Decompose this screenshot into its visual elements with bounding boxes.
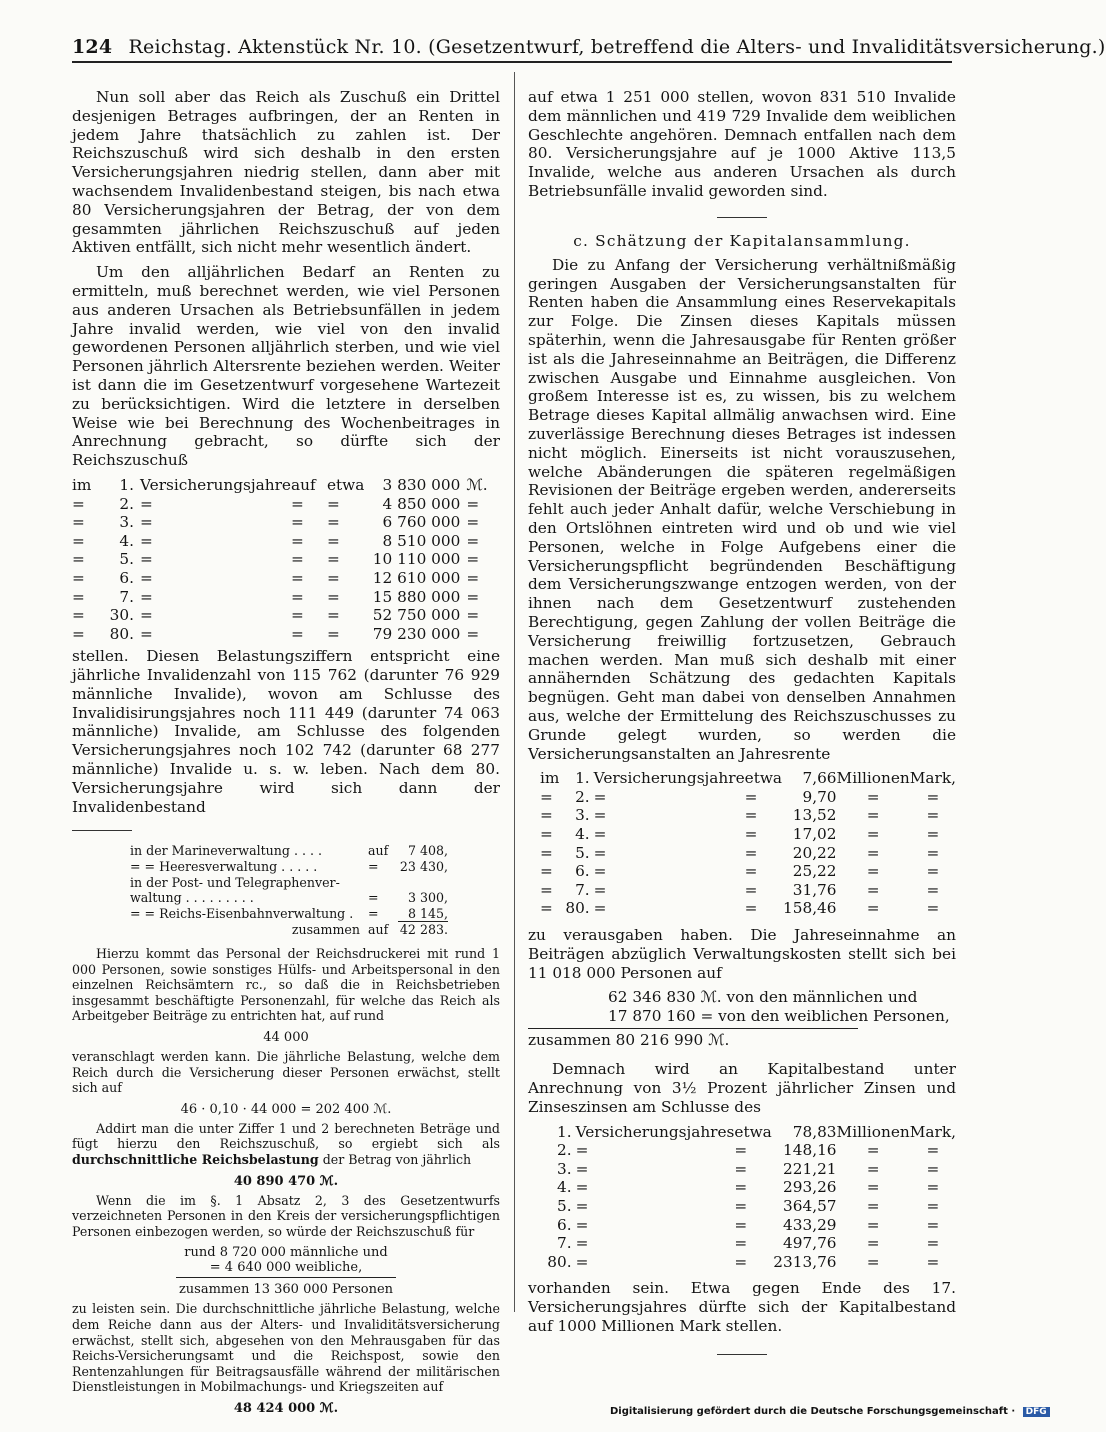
paragraph: auf etwa 1 251 000 stellen, wovon 831 510 Invalide dem männlichen und 419 729 Invalide dem weiblichen Geschlechte angehören. Demnach entfallen nach dem 80. Versicherungsjahre auf je 1000 Aktive 113,5 Invalide, welche aus anderen Ursachen als durch Betriebsunfälle invalid geworden sind. — [528, 88, 956, 200]
table-row — [130, 906, 448, 922]
table-cell: = — [575, 1141, 589, 1160]
einnahme-line: 62 346 830 ℳ. von den männlichen und — [608, 988, 918, 1007]
table-cell: = — [72, 606, 85, 625]
table-cell: = — [866, 880, 880, 899]
table-cell: in der Post- und Telegraphenver- — [130, 874, 340, 890]
table-cell: = — [540, 825, 553, 844]
footnote-paragraph — [72, 1121, 500, 1168]
table-cell: = — [744, 862, 758, 881]
table-cell: = — [575, 1215, 589, 1234]
table-cell: 8 145, — [398, 906, 448, 922]
table-cell: = — [140, 531, 153, 550]
table-cell: = — [866, 862, 880, 881]
footnote-paragraph: veranschlagt werden kann. Die jährliche Belastung, welche dem Reich durch die Versicherung dieser Personen erwächst, stellt sich auf — [72, 1048, 500, 1096]
table-cell: = — [734, 1159, 748, 1178]
table-cell: = — [866, 825, 880, 844]
table-cell: = — [575, 1197, 589, 1215]
table-cell: = = Reichs-Eisenbahnverwaltung . — [130, 906, 354, 922]
table-row — [130, 843, 448, 859]
table-cell: 52 750 000 — [372, 606, 461, 625]
table-cell: 30. — [109, 606, 134, 625]
table-cell: 3 300, — [407, 890, 448, 906]
table-cell: 3. — [575, 806, 590, 825]
table-cell: = — [290, 606, 304, 625]
table-row — [72, 476, 488, 495]
table-cell: etwa — [734, 1122, 772, 1141]
table-cell: = — [326, 624, 340, 643]
table-cell: 7. — [556, 1234, 572, 1253]
final-belastung-value: 48 424 000 ℳ. — [233, 1400, 339, 1416]
einnahme-lines — [608, 988, 956, 1026]
table-cell: 497,76 — [783, 1234, 837, 1253]
table-cell: = — [926, 899, 940, 918]
persons-sum: zusammen 13 360 000 Personen — [178, 1282, 394, 1298]
table-cell: 1. — [119, 475, 134, 494]
table-cell: = — [866, 787, 880, 806]
table-cell: = — [926, 843, 940, 862]
page-number: 124 — [72, 36, 113, 58]
table-cell: = — [72, 568, 85, 587]
table-cell: = — [326, 513, 340, 532]
table-cell: = — [575, 1159, 589, 1178]
einnahme-line: 17 870 160 = von den weiblichen Personen, — [608, 1007, 950, 1026]
paragraph: Um den alljährlichen Bedarf an Renten zu ermitteln, muß berechnet werden, wie viel Personen aus anderen Ursachen als Betriebsunfällen in jedem Jahre invalid werden, wie viel von den invalid gewordenen Personen alljährlich sterben, und wie viel Personen jährlich Altersrente beziehen werden. Weiter ist dann die im Gesetzentwurf vorgesehene Wartezeit zu berücksichtigen. Wird die letztere in derselben Weise wie bei Berechnung des Wochenbeitrages in Anrechnung gebracht, so dürfte sich der Reichszuschuß — [72, 263, 500, 470]
table-cell: 293,26 — [783, 1178, 837, 1197]
table-cell: 78,83 — [792, 1122, 837, 1141]
table-cell: = — [866, 1141, 880, 1160]
table-row — [130, 875, 448, 891]
table-cell: Millionen — [836, 769, 910, 788]
table-cell: 80. — [565, 899, 590, 918]
table-cell: = — [734, 1252, 748, 1271]
paragraph: Die zu Anfang der Versicherung verhältnißmäßig geringen Ausgaben der Versicherungsanstalten für Renten haben die Ansammlung eines Reservekapitals zur Folge. Die Zinsen dieses Kapitals müssen späterhin, wenn die Jahresausgabe für Renten größer ist als die Jahreseinnahme an Beiträgen, die Differenz zwischen Ausgabe und Einnahme ausgleichen. Von großem Interesse ist es, zu wissen, bis zu welchem Betrage dieses Kapital allmälig anwachsen wird. Eine zuverlässige Berechnung dieses Betrages ist indessen nicht möglich. Einerseits ist nicht vorauszusehen, welche Abänderungen die späteren regelmäßigen Revisionen der Beiträge ergeben werden, andererseits fehlt auch jeder Anhalt dafür, welche Verschiebung in den Ortslöhnen eintreten wird und ob und wie viel Personen, welche in Folge Aufgebens einer die Versicherungspflicht begründenden Beschäftigung dem Versicherungszwange entzogen werden, von der ihnen nach dem Gesetzentwurf zustehenden Berechtigung, gegen Zahlung der vollen Beiträge die Versicherung freiwillig fortzusetzen, Gebrauch machen werden. Man muß sich deshalb mit einer annähernden Schätzung des gedachten Kapitals begnügen. Geht man dabei von denselben Annahmen aus, welche der Ermittelung des Reichszuschusses zu Grunde gelegt wurden, so werden die Versicherungsanstalten an Jahresrente — [528, 255, 956, 763]
table-cell: = — [326, 550, 340, 569]
table-cell: 2. — [119, 494, 134, 513]
table-cell: im — [540, 769, 560, 788]
header-title: Reichstag. Aktenstück Nr. 10. (Gesetzentwurf, betreffend die Alters- und Invaliditätsversicherung.) — [128, 36, 1106, 58]
table-cell: 4 850 000 — [382, 494, 461, 513]
table-cell: 3 830 000 — [382, 475, 461, 494]
table-cell: 31,76 — [792, 880, 837, 899]
table-cell: = = Heeresverwaltung . . . . . — [130, 859, 318, 875]
table-cell: 20,22 — [792, 843, 837, 862]
table-cell: = — [866, 843, 880, 862]
table-cell: = — [466, 624, 480, 643]
table-cell: 2. — [556, 1141, 572, 1160]
table-cell: auf — [290, 475, 316, 494]
table-cell: 23 430, — [399, 859, 448, 875]
table-row — [72, 625, 488, 644]
table-cell: 79 230 000 — [372, 624, 461, 643]
table-cell: = — [744, 806, 758, 825]
table-cell: = — [734, 1197, 748, 1215]
table-cell: = — [466, 550, 480, 569]
table-cell: = — [326, 568, 340, 587]
table-cell: Versicherungsjahre — [140, 475, 291, 494]
table-cell: 6 760 000 — [382, 513, 461, 532]
table-row — [528, 1123, 956, 1142]
table-row — [130, 859, 448, 875]
table-cell: 13,52 — [792, 806, 837, 825]
table-cell: = — [575, 1178, 589, 1197]
table-cell: 1. — [575, 769, 590, 788]
table-cell: in der Marineverwaltung . . . . — [130, 843, 322, 859]
table-row — [540, 899, 956, 918]
table-cell: = — [72, 624, 85, 643]
reichsbelastung-value: 40 890 470 ℳ. — [233, 1173, 339, 1189]
table-cell: = — [926, 880, 940, 899]
table-cell: = — [744, 825, 758, 844]
table-cell: 9,70 — [802, 787, 837, 806]
personal-total: 44 000 — [263, 1029, 309, 1045]
table-cell: 7. — [119, 587, 134, 606]
footnote-paragraph: Hierzu kommt das Personal der Reichsdruckerei mit rund 1 000 Personen, sowie sonstiges Hülfs- und Arbeitspersonal in den einzelnen Reichsämtern rc., so daß die in Reichsbetrieben insgesammt beschäftigte Personenzahl, für welche das Reich als Arbeitgeber Beiträge zu entrichten hat, auf rund — [72, 946, 500, 1024]
table-cell: 12 610 000 — [372, 568, 461, 587]
footnote-rule — [72, 830, 132, 831]
footnote-paragraph: Wenn die im §. 1 Absatz 2, 3 des Gesetzentwurfs verzeichneten Personen in den Kreis der versicherungspflichtigen Personen einbezogen werden, so würde der Reichszuschuß für — [72, 1192, 500, 1239]
table-cell: = — [290, 550, 304, 569]
table-cell: = — [140, 587, 153, 606]
table-cell: = — [326, 587, 340, 606]
table-cell: = — [290, 513, 304, 532]
footer-text: Digitalisierung gefördert durch die Deutsche Forschungsgemeinschaft · — [610, 1406, 1016, 1417]
section-rule — [717, 217, 767, 218]
table-cell: = — [593, 843, 607, 862]
table-cell: = — [290, 587, 304, 606]
table-cell: = — [140, 494, 153, 513]
reichszuschuss-table — [72, 476, 488, 643]
paragraph: vorhanden sein. Etwa gegen Ende des 17. Versicherungsjahres dürfte sich der Kapitalbestand auf 1000 Millionen Mark stellen. — [528, 1279, 956, 1335]
table-cell: = — [72, 513, 85, 532]
table-cell: = — [926, 1215, 940, 1234]
table-cell: 3. — [556, 1159, 572, 1178]
emphasis: durchschnittliche Reichsbelastung — [72, 1151, 319, 1167]
table-cell: = — [140, 624, 153, 643]
footnote-paragraph: zu leisten sein. Die durchschnittliche jährliche Belastung, welche dem Reiche dann aus der Alters- und Invaliditätsversicherung erwächst, stellt sich, abgesehen von den Mehrausgaben für das Reichs-Versicherungsamt und die Reichspost, sowie den Rentenzahlungen für Beitragsausfälle während der militärischen Dienstleistungen in Mobilmachungs- und Kriegszeiten auf — [72, 1301, 500, 1395]
table-cell: = — [540, 806, 553, 825]
kapital-table — [528, 1123, 956, 1272]
table-cell: = — [866, 1159, 880, 1178]
table-cell: 6. — [556, 1215, 572, 1234]
table-cell: = — [926, 1178, 940, 1197]
table-cell: 7. — [575, 880, 590, 899]
footer-credit — [610, 1406, 1050, 1417]
table-cell: 221,21 — [783, 1159, 837, 1178]
personal-table — [130, 843, 448, 938]
table-cell: = — [744, 843, 758, 862]
table-cell: = — [926, 1159, 940, 1178]
persons-line: rund 8 720 000 männliche und — [184, 1245, 388, 1261]
persons-line: = 4 640 000 weibliche, — [209, 1260, 363, 1276]
table-row — [540, 844, 956, 863]
table-cell: 148,16 — [783, 1141, 837, 1160]
table-cell: = — [926, 862, 940, 881]
paragraph: Nun soll aber das Reich als Zuschuß ein Drittel desjenigen Betrages aufbringen, der an Renten in jedem Jahre thatsächlich zu zahlen ist. Der Reichszuschuß wird sich deshalb in den ersten Versicherungsjahren niedrig stellen, dann aber mit wachsendem Invalidenbestand steigen, bis nach etwa 80 Versicherungsjahren der Betrag, der von dem gesammten jährlichen Reichszuschuß auf jeden Aktiven entfällt, sich nicht mehr wesentlich ändert. — [72, 88, 500, 257]
table-cell: auf — [368, 843, 389, 859]
table-cell: = — [140, 606, 153, 625]
table-cell: = — [926, 806, 940, 825]
table-cell: = — [593, 806, 607, 825]
table-cell: = — [72, 587, 85, 606]
paragraph: stellen. Diesen Belastungsziffern entspricht eine jährliche Invalidenzahl von 115 762 (darunter 76 929 männliche Invalide), wovon am Schlusse des Invalidisirungsjahres noch 111 449 (darunter 74 063 männliche) Invalide, am Schlusse des folgenden Versicherungsjahres noch 102 742 (darunter 68 277 männliche) Invalide u. s. w. leben. Nach dem 80. Versicherungsjahre wird sich dann der Invalidenbestand — [72, 647, 500, 816]
text-span: der Betrag von jährlich — [322, 1151, 472, 1167]
text-span: Addirt man die unter Ziffer 1 und 2 berechneten Beträge und fügt hierzu den Reichszuschuß, so ergiebt sich als — [72, 1120, 500, 1152]
table-cell: 4. — [556, 1178, 572, 1197]
table-cell: 7,66 — [802, 769, 837, 788]
section-title: c. Schätzung der Kapitalansammlung. — [573, 231, 911, 250]
table-cell — [368, 875, 398, 891]
table-row — [540, 806, 956, 825]
dfg-logo: DFG — [1023, 1407, 1050, 1417]
table-cell: = — [140, 513, 153, 532]
table-cell: 10 110 000 — [372, 550, 461, 569]
table-cell: = — [734, 1141, 748, 1160]
belastung-formula: 46 · 0,10 · 44 000 = 202 400 ℳ. — [180, 1101, 392, 1117]
table-row — [72, 550, 488, 569]
table-cell: waltung . . . . . . . . . — [130, 890, 254, 906]
table-cell: = — [72, 531, 85, 550]
table-cell: 5. — [575, 843, 590, 862]
table-row — [72, 513, 488, 532]
table-cell: 7 408, — [407, 843, 448, 859]
table-cell: = — [326, 606, 340, 625]
table-cell: = — [926, 1252, 940, 1271]
table-cell: = — [926, 1141, 940, 1160]
table-cell: etwa — [744, 769, 783, 788]
table-row — [540, 862, 956, 881]
left-column — [72, 88, 500, 1420]
table-cell: = — [593, 899, 607, 918]
table-cell: = — [926, 1234, 940, 1253]
table-cell: = — [744, 880, 758, 899]
table-row — [528, 1253, 956, 1272]
table-cell: = — [72, 494, 85, 513]
table-cell: etwa — [326, 475, 365, 494]
table-cell: = — [368, 859, 379, 875]
table-cell: Millionen — [836, 1122, 910, 1141]
table-cell: = — [866, 899, 880, 918]
table-cell: = — [540, 880, 553, 899]
table-cell: 25,22 — [792, 862, 837, 881]
table-cell: = — [540, 843, 553, 862]
table-cell: = — [466, 494, 480, 513]
table-cell: 8 510 000 — [382, 531, 461, 550]
sum-rule — [528, 1028, 858, 1029]
table-row — [130, 890, 448, 906]
table-row — [540, 769, 956, 788]
table-row — [72, 532, 488, 551]
table-cell: = — [466, 606, 480, 625]
table-cell: 158,46 — [783, 899, 837, 918]
table-cell: 4. — [119, 531, 134, 550]
table-cell: = — [326, 531, 340, 550]
table-cell: = — [866, 1234, 880, 1253]
table-cell: = — [734, 1215, 748, 1234]
table-cell: 6. — [575, 862, 590, 881]
table-cell: = — [744, 787, 758, 806]
einnahme-sum: zusammen 80 216 990 ℳ. — [528, 1031, 730, 1050]
table-cell: auf — [368, 922, 389, 938]
table-cell: = — [866, 1252, 880, 1271]
table-row — [528, 1178, 956, 1197]
table-row — [72, 569, 488, 588]
table-cell: ℳ. — [466, 475, 488, 494]
table-row — [528, 1197, 956, 1216]
table-cell: = — [866, 1197, 880, 1215]
table-row — [72, 606, 488, 625]
footnote-block — [72, 843, 500, 1415]
table-cell: 80. — [109, 624, 134, 643]
table-cell: Versicherungsjahre — [593, 769, 745, 788]
sum-rule — [176, 1277, 396, 1278]
paragraph: Demnach wird an Kapitalbestand unter Anrechnung von 3½ Prozent jährlicher Zinsen und Zinseszinsen am Schlusse des — [528, 1060, 956, 1116]
table-row — [130, 922, 448, 938]
table-cell: zusammen — [291, 922, 360, 938]
table-cell: 364,57 — [783, 1197, 837, 1215]
table-cell: = — [593, 862, 607, 881]
table-cell: = — [466, 587, 480, 606]
table-cell: = — [72, 550, 85, 569]
table-cell: = — [368, 906, 379, 922]
table-cell: = — [540, 787, 553, 806]
table-cell: = — [866, 1215, 880, 1234]
table-row — [540, 825, 956, 844]
table-cell: = — [326, 494, 340, 513]
table-cell: = — [734, 1178, 748, 1197]
page-header — [72, 36, 1106, 63]
table-cell: = — [593, 825, 607, 844]
table-cell: = — [540, 899, 553, 918]
table-row — [528, 1141, 956, 1160]
table-row — [540, 788, 956, 807]
table-cell: = — [866, 1178, 880, 1197]
table-cell: = — [290, 531, 304, 550]
table-cell: = — [593, 787, 607, 806]
table-row — [528, 1234, 956, 1253]
table-cell: 17,02 — [792, 825, 837, 844]
paragraph: zu verausgaben haben. Die Jahreseinnahme an Beiträgen abzüglich Verwaltungskosten stellt sich bei 11 018 000 Personen auf — [528, 926, 956, 982]
table-cell: = — [734, 1234, 748, 1253]
table-cell: 80. — [547, 1252, 572, 1271]
table-cell: = — [926, 1197, 940, 1215]
table-row — [72, 495, 488, 514]
table-row — [528, 1160, 956, 1179]
table-cell: = — [593, 880, 607, 899]
table-cell: = — [290, 494, 304, 513]
table-cell — [398, 875, 448, 891]
table-cell: 433,29 — [783, 1215, 837, 1234]
table-cell: 3. — [119, 513, 134, 532]
table-cell: 5. — [556, 1197, 572, 1215]
end-rule — [717, 1354, 767, 1355]
table-cell: = — [368, 890, 379, 906]
right-column — [528, 88, 956, 1369]
table-cell: Mark, — [909, 769, 956, 788]
table-cell: = — [926, 825, 940, 844]
table-cell: = — [540, 862, 553, 881]
table-cell: 2. — [575, 787, 590, 806]
table-cell: = — [140, 568, 153, 587]
table-cell: 5. — [119, 550, 134, 569]
table-cell: = — [575, 1234, 589, 1253]
table-cell: = — [290, 624, 304, 643]
table-cell: 42 283. — [399, 922, 448, 938]
table-cell: 1. — [556, 1122, 572, 1141]
table-cell: = — [744, 899, 758, 918]
table-row — [540, 881, 956, 900]
table-cell: = — [466, 513, 480, 532]
table-cell: 2313,76 — [773, 1252, 837, 1271]
table-cell: Mark, — [909, 1122, 956, 1141]
table-row — [72, 588, 488, 607]
table-cell: = — [140, 550, 153, 569]
table-cell: Versicherungsjahres — [575, 1122, 735, 1141]
table-cell: im — [72, 475, 92, 494]
table-row — [528, 1216, 956, 1235]
table-cell: = — [466, 531, 480, 550]
table-cell: = — [926, 787, 940, 806]
column-divider — [514, 72, 515, 1312]
table-cell: 15 880 000 — [372, 587, 461, 606]
table-cell: = — [290, 568, 304, 587]
table-cell: = — [575, 1252, 589, 1271]
table-cell: 6. — [119, 568, 134, 587]
table-cell: = — [466, 568, 480, 587]
table-cell: 4. — [575, 825, 590, 844]
table-cell: = — [866, 806, 880, 825]
jahresrente-table — [540, 769, 956, 918]
